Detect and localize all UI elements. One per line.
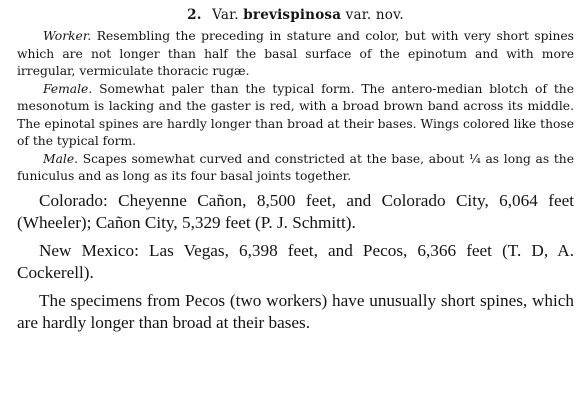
new-mexico-locality-paragraph [17, 240, 574, 284]
worker-label: Worker. [43, 29, 92, 43]
colorado-text: Colorado: Cheyenne Cañon, 8,500 feet, and Colorado City, 6,064 feet (Wheeler); Cañon City, 5,329 feet (P. J. Schmitt). [17, 190, 574, 232]
pecos-note-paragraph [17, 290, 574, 334]
male-text: Scapes somewhat curved and constricted at the base, about ¼ as long as the funiculus and as long as its four basal joints together. [17, 151, 574, 183]
worker-text: Resembling the preceding in stature and color, but with very short spines which are not longer than half the basal surface of the epinotum and with more irregular, vermiculate thoracic rugæ. [17, 29, 574, 78]
heading-variety-name: brevispinosa [243, 7, 342, 23]
heading-prefix: Var. [212, 7, 239, 23]
male-paragraph [17, 151, 574, 186]
female-text: Somewhat paler than the typical form. The antero-median blotch of the mesonotum is lacking and the gaster is red, with a broad brown band across its middle. The epinotal spines are hardly longer than broad at their bases. Wings colored like those of the typical form. [17, 81, 574, 148]
species-heading [17, 6, 574, 24]
heading-suffix: var. nov. [345, 7, 404, 23]
worker-paragraph [17, 28, 574, 81]
pecos-note-text: The specimens from Pecos (two workers) have unusually short spines, which are hardly longer than broad at their bases. [17, 290, 574, 332]
colorado-locality-paragraph [17, 190, 574, 234]
male-label: Male. [43, 151, 79, 166]
heading-number: 2. [187, 7, 202, 23]
female-paragraph [17, 81, 574, 151]
new-mexico-text: New Mexico: Las Vegas, 6,398 feet, and Pecos, 6,366 feet (T. D, A. Cockerell). [17, 240, 574, 282]
female-label: Female. [43, 81, 93, 96]
